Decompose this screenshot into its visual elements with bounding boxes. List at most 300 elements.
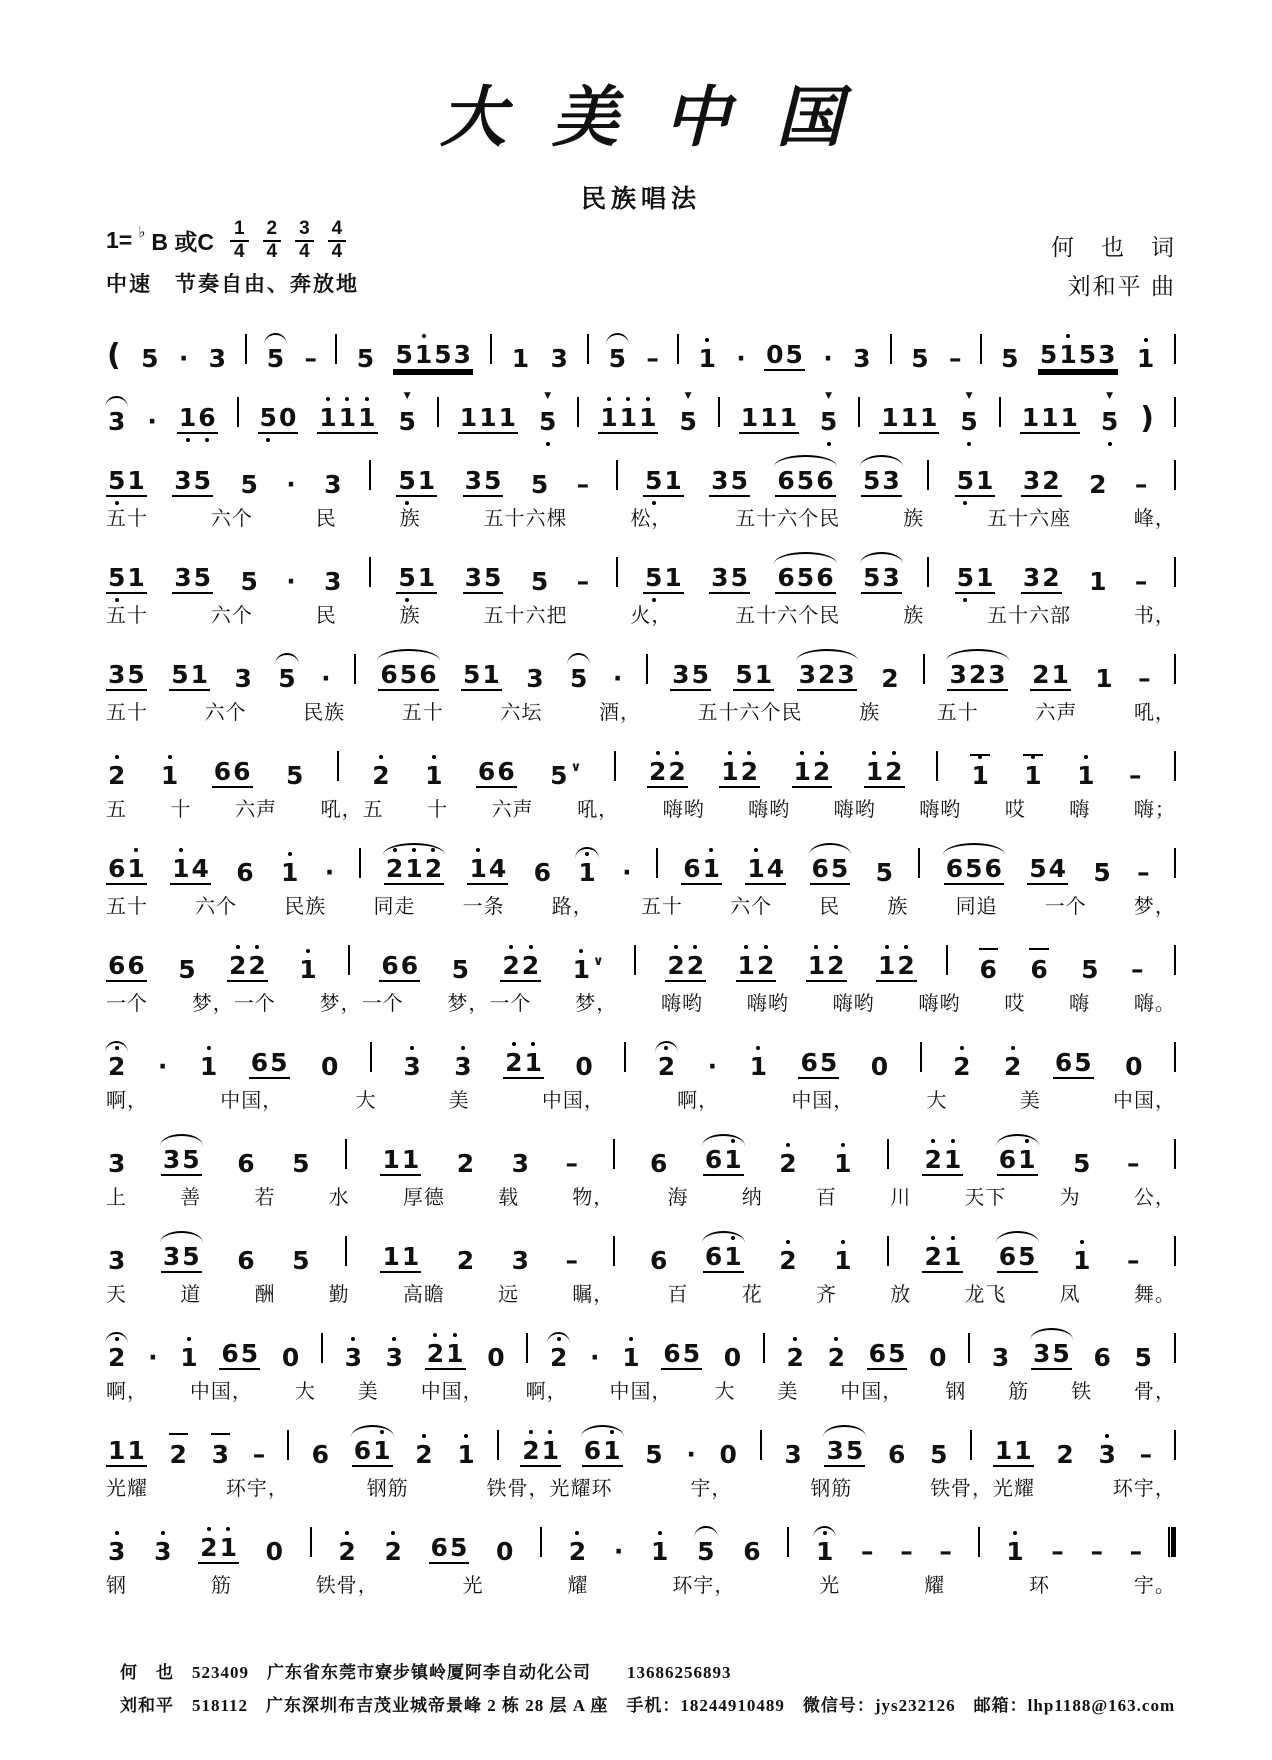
note-token bbox=[722, 1342, 743, 1372]
octave-dot-above bbox=[431, 848, 435, 852]
barline bbox=[760, 1430, 762, 1460]
octave-dot-above bbox=[345, 1531, 349, 1535]
octave-dot-above bbox=[1084, 755, 1088, 759]
note-digit: 5 bbox=[266, 343, 285, 373]
note-digit: 5 bbox=[785, 339, 803, 369]
lyric-unit: 大 bbox=[294, 1380, 316, 1403]
note-token bbox=[736, 950, 777, 982]
note-token bbox=[343, 1342, 364, 1372]
note-token bbox=[355, 343, 376, 373]
note-token bbox=[1004, 1536, 1025, 1566]
octave-dot-above bbox=[1144, 338, 1148, 342]
lyric-unit: 嗨哟 bbox=[919, 798, 962, 821]
octave-dot-above bbox=[841, 1143, 845, 1147]
composer-credit: 刘和平 曲 bbox=[1067, 272, 1176, 299]
note-token bbox=[297, 954, 318, 984]
lyric-unit: 载 bbox=[498, 1186, 520, 1209]
lyric-unit: 族 bbox=[903, 604, 925, 627]
dash-hold: – bbox=[576, 469, 590, 499]
note-digit: 5 bbox=[1018, 1241, 1036, 1271]
octave-dot-below bbox=[405, 598, 409, 602]
lyric-unit: 民 bbox=[819, 895, 841, 918]
barline bbox=[335, 334, 337, 364]
note-token bbox=[106, 406, 127, 436]
lyric-unit: 公， bbox=[1133, 1186, 1176, 1209]
lyric-unit: 嗨哟 bbox=[746, 992, 789, 1015]
note-token bbox=[524, 663, 545, 693]
note-digit: 1 bbox=[1072, 1248, 1091, 1273]
lyric-unit: 嗨 bbox=[1069, 992, 1091, 1015]
note-token bbox=[573, 1051, 594, 1081]
note-digit: 5 bbox=[911, 343, 929, 373]
barline bbox=[526, 1333, 528, 1363]
note-digit: 1 bbox=[357, 405, 376, 430]
note-token bbox=[458, 402, 518, 434]
note-digit: 1 bbox=[865, 759, 884, 784]
augmentation-dot: · bbox=[157, 1051, 168, 1081]
augmentation-dot: · bbox=[148, 1342, 158, 1372]
note-digit: 6 bbox=[979, 954, 997, 984]
lyric-unit: 十 bbox=[427, 798, 449, 821]
lyrics-row bbox=[106, 1181, 1176, 1210]
note-digit: 6 bbox=[250, 1047, 269, 1077]
note-digit: 2 bbox=[456, 1148, 475, 1178]
note-token bbox=[1071, 1245, 1092, 1275]
octave-dot-above bbox=[1031, 755, 1035, 759]
lyric-unit: 六声 bbox=[1035, 701, 1078, 724]
note-digit: 3 bbox=[837, 659, 855, 689]
note-token bbox=[775, 562, 835, 594]
note-digit: 0 bbox=[496, 1536, 514, 1566]
note-token bbox=[703, 1144, 744, 1176]
note-digit: 3 bbox=[108, 1148, 126, 1178]
note-digit: 6 bbox=[998, 1241, 1017, 1271]
lyric-unit: 中国， bbox=[609, 1380, 673, 1403]
note-token bbox=[379, 950, 420, 982]
lyric-unit: 嗨哟 bbox=[748, 798, 791, 821]
note-digit: 4 bbox=[488, 853, 507, 883]
note-digit: 2 bbox=[896, 953, 915, 978]
octave-dot-above bbox=[1105, 1434, 1109, 1438]
note-token bbox=[739, 402, 799, 434]
note-token bbox=[874, 857, 895, 887]
note-digit: 5 bbox=[965, 853, 983, 883]
dash-hold: – bbox=[1134, 566, 1148, 596]
note-digit: 6 bbox=[984, 853, 1002, 883]
score-line-4 bbox=[106, 538, 1176, 628]
note-token bbox=[861, 562, 902, 594]
note-digit: 1 bbox=[417, 465, 436, 495]
note-digit: 3 bbox=[550, 343, 568, 373]
note-digit: 1 bbox=[1021, 402, 1040, 432]
lyric-unit: 五十六部 bbox=[987, 604, 1071, 627]
note-token bbox=[576, 857, 597, 887]
octave-dot-above bbox=[800, 751, 804, 755]
note-token bbox=[234, 857, 255, 887]
augmentation-dot: · bbox=[147, 406, 157, 436]
note-digit: 6 bbox=[816, 465, 834, 495]
octave-dot-below bbox=[652, 598, 656, 602]
note-token bbox=[106, 1435, 147, 1467]
barline bbox=[337, 751, 339, 781]
note-digit: 3 bbox=[174, 465, 192, 495]
octave-dot-above bbox=[226, 1527, 230, 1531]
lyric-unit: 六声 bbox=[491, 798, 534, 821]
barline bbox=[237, 397, 239, 427]
note-digit: 1 bbox=[833, 1248, 852, 1273]
note-digit: 1 bbox=[318, 405, 337, 430]
note-token bbox=[463, 465, 504, 497]
note-digit: 5 bbox=[171, 659, 189, 689]
note-token bbox=[832, 1148, 853, 1178]
barline bbox=[980, 334, 982, 364]
note-digit: 6 bbox=[800, 1047, 818, 1077]
note-digit: 6 bbox=[583, 1435, 602, 1465]
lyric-unit: 五十六个民 bbox=[697, 701, 803, 724]
barline bbox=[1174, 1236, 1176, 1266]
octave-dot-above bbox=[728, 751, 732, 755]
note-token bbox=[548, 759, 582, 790]
note-token bbox=[370, 760, 391, 790]
note-digit: 2 bbox=[884, 759, 903, 784]
note-token bbox=[1022, 760, 1043, 790]
barline bbox=[1174, 945, 1176, 975]
octave-dot-above bbox=[951, 1139, 955, 1143]
octave-dot-below bbox=[827, 442, 831, 446]
note-digit: 5 bbox=[959, 409, 978, 434]
note-token bbox=[643, 562, 684, 594]
note-token bbox=[382, 1536, 403, 1566]
note-digit: 3 bbox=[711, 465, 729, 495]
note-digit: 2 bbox=[199, 1535, 218, 1560]
note-token bbox=[826, 1342, 847, 1372]
octave-dot-above bbox=[326, 397, 330, 401]
note-token bbox=[810, 853, 851, 885]
note-token bbox=[238, 469, 259, 499]
notes-row bbox=[106, 378, 1176, 434]
lyric-unit: 天下 bbox=[964, 1186, 1007, 1209]
note-digit: 5 bbox=[259, 405, 278, 430]
lyric-unit: 若 bbox=[254, 1186, 276, 1209]
lyric-unit: 齐 bbox=[815, 1283, 837, 1306]
note-token bbox=[978, 954, 999, 984]
note-digit: 5 bbox=[398, 406, 416, 436]
notes-row bbox=[106, 538, 1176, 594]
lyric-unit: 美 bbox=[357, 1380, 379, 1403]
note-digit: 5 bbox=[682, 1338, 701, 1368]
lyric-unit: 中国， bbox=[189, 1380, 253, 1403]
note-token bbox=[782, 1439, 803, 1469]
note-token bbox=[824, 1435, 865, 1467]
lyric-unit: 十 bbox=[170, 798, 192, 821]
note-token bbox=[648, 1245, 669, 1275]
note-digit: 1 bbox=[190, 659, 209, 689]
note-digit: 3 bbox=[988, 659, 1006, 689]
note-token bbox=[879, 663, 900, 693]
lyric-unit: 嗨哟 bbox=[661, 992, 704, 1015]
lyric-unit: 五十 bbox=[640, 895, 683, 918]
barline bbox=[918, 848, 920, 878]
note-token bbox=[832, 1245, 853, 1275]
note-digit: 2 bbox=[414, 1442, 433, 1467]
lyric-unit: 铁 bbox=[1071, 1380, 1093, 1403]
barline bbox=[369, 557, 371, 587]
dash-hold: – bbox=[304, 343, 317, 373]
note-token bbox=[503, 1047, 544, 1079]
note-token bbox=[643, 465, 684, 497]
note-digit: 5 bbox=[292, 1245, 310, 1275]
octave-dot-below bbox=[546, 442, 550, 446]
augmentation-dot: · bbox=[686, 1439, 696, 1469]
lyric-unit: 筋 bbox=[210, 1574, 232, 1597]
lyric-unit: 五十六棵 bbox=[483, 507, 568, 530]
note-digit: 1 bbox=[737, 953, 756, 978]
note-token bbox=[161, 1241, 202, 1273]
lyric-unit: 五十 bbox=[106, 701, 148, 724]
note-digit: 2 bbox=[923, 1244, 942, 1269]
note-digit: 1 bbox=[511, 343, 530, 373]
note-token bbox=[1028, 954, 1049, 984]
octave-dot-above bbox=[476, 848, 480, 852]
lyric-unit: 耀 bbox=[567, 1574, 589, 1597]
note-digit: 6 bbox=[108, 853, 126, 883]
note-digit: 1 bbox=[127, 562, 145, 592]
note-token bbox=[520, 1435, 561, 1467]
note-token bbox=[396, 465, 437, 497]
note-token bbox=[1093, 663, 1114, 693]
octave-dot-above bbox=[626, 397, 630, 401]
note-digit: 5 bbox=[1039, 339, 1058, 369]
barline bbox=[345, 1236, 347, 1266]
note-token bbox=[380, 1241, 421, 1273]
octave-dot-above bbox=[664, 1046, 668, 1050]
note-digit: 1 bbox=[171, 856, 190, 881]
note-digit: 1 bbox=[219, 1535, 238, 1560]
lyric-unit: 厚德 bbox=[402, 1186, 445, 1209]
note-digit: 1 bbox=[479, 402, 497, 432]
note-digit: 0 bbox=[929, 1342, 947, 1372]
barline bbox=[310, 1527, 312, 1557]
note-digit: 1 bbox=[498, 402, 516, 432]
note-digit: 2 bbox=[228, 953, 247, 978]
octave-dot-above bbox=[207, 1046, 211, 1050]
dash-hold: – bbox=[252, 1439, 266, 1469]
note-digit: 5 bbox=[1134, 1342, 1152, 1372]
note-digit: 2 bbox=[385, 856, 404, 881]
note-digit: 3 bbox=[324, 566, 342, 596]
note-token bbox=[172, 562, 213, 594]
notes-row bbox=[106, 1411, 1176, 1467]
dash-hold: – bbox=[576, 566, 590, 596]
lyric-unit: 远 bbox=[498, 1283, 520, 1306]
notes-row bbox=[106, 1217, 1176, 1273]
note-digit: 5 bbox=[127, 659, 145, 689]
barline bbox=[920, 1042, 922, 1072]
note-digit: 3 bbox=[798, 659, 816, 689]
octave-dot-above bbox=[422, 334, 426, 338]
note-digit: 1 bbox=[1023, 763, 1042, 788]
note-token bbox=[455, 1245, 476, 1275]
note-digit: 2 bbox=[657, 1054, 676, 1079]
note-token bbox=[284, 760, 305, 790]
barline bbox=[1174, 751, 1176, 781]
lyric-unit: 五十六个民 bbox=[735, 604, 841, 627]
note-token bbox=[476, 756, 517, 788]
phrase-paren: ( bbox=[107, 337, 121, 373]
note-token bbox=[106, 562, 147, 594]
note-digit: 0 bbox=[487, 1342, 505, 1372]
note-token bbox=[106, 1342, 127, 1372]
breath-mark: ∨ bbox=[570, 759, 582, 775]
note-digit: 6 bbox=[777, 465, 795, 495]
note-token bbox=[775, 465, 835, 497]
octave-dot-above bbox=[885, 945, 889, 949]
note-digit: 5 bbox=[484, 465, 502, 495]
notes-row bbox=[106, 441, 1176, 497]
dash-hold: – bbox=[1134, 469, 1148, 499]
note-digit: 1 bbox=[650, 1539, 669, 1564]
octave-dot-above bbox=[709, 848, 713, 852]
lyric-unit: 瞩， bbox=[572, 1283, 615, 1306]
contact-line-2: 刘和平 518112 广东深圳布吉茂业城帝景峰 2 栋 28 层 A 座 手机：18244910489 微信号：jys232126 邮箱：lhp1188@163.com bbox=[120, 1695, 1176, 1715]
note-digit: 5 bbox=[449, 1532, 468, 1562]
note-digit: 1 bbox=[179, 1345, 198, 1370]
note-token bbox=[814, 1536, 835, 1566]
octave-dot-above bbox=[464, 1434, 468, 1438]
note-token bbox=[249, 1047, 290, 1079]
lyric-unit: 川 bbox=[890, 1186, 912, 1209]
note-token bbox=[529, 566, 550, 596]
lyric-unit: 啊， bbox=[106, 1089, 148, 1112]
dash-hold: – bbox=[1129, 1536, 1143, 1566]
lyric-unit: 哎 bbox=[1004, 992, 1026, 1015]
augmentation-dot: · bbox=[286, 566, 296, 596]
octave-dot-above bbox=[509, 945, 513, 949]
barline bbox=[923, 654, 925, 684]
note-token bbox=[168, 1439, 189, 1469]
note-token bbox=[170, 853, 211, 885]
note-token bbox=[777, 1245, 798, 1275]
note-digit: 1 bbox=[456, 1442, 475, 1467]
note-digit: 2 bbox=[1042, 465, 1060, 495]
note-token bbox=[106, 1051, 127, 1081]
tempo-marking: 中速 节奏自由、奔放地 bbox=[106, 272, 359, 296]
note-digit: 0 bbox=[1125, 1051, 1143, 1081]
note-token bbox=[818, 406, 839, 436]
note-token bbox=[681, 853, 722, 885]
note-token bbox=[1053, 1047, 1094, 1079]
note-digit: 5 bbox=[730, 465, 748, 495]
note-digit: 3 bbox=[711, 562, 729, 592]
note-token bbox=[567, 1536, 588, 1566]
note-token bbox=[997, 1241, 1038, 1273]
note-digit: 1 bbox=[541, 1438, 560, 1463]
octave-dot-above bbox=[207, 1527, 211, 1531]
note-token bbox=[806, 950, 847, 982]
notes-row bbox=[106, 926, 1176, 982]
note-token bbox=[425, 1338, 466, 1370]
note-token bbox=[384, 1342, 405, 1372]
note-token bbox=[396, 562, 437, 594]
note-token bbox=[265, 343, 286, 373]
note-token bbox=[733, 659, 774, 691]
note-digit: 6 bbox=[663, 1338, 681, 1368]
lyric-unit: 吼，五 bbox=[320, 798, 384, 821]
octave-dot-above bbox=[410, 1046, 414, 1050]
note-token bbox=[429, 1532, 470, 1564]
lyric-unit: 大 bbox=[714, 1380, 736, 1403]
note-token bbox=[455, 1439, 476, 1469]
note-token bbox=[607, 343, 628, 373]
lyric-unit: 嗨哟 bbox=[832, 992, 875, 1015]
note-token bbox=[1021, 465, 1062, 497]
augmentation-dot: · bbox=[178, 343, 189, 373]
lyrics-row bbox=[106, 502, 1176, 531]
note-token bbox=[227, 950, 268, 982]
score-line-7 bbox=[106, 829, 1176, 919]
octave-dot-above bbox=[1025, 1139, 1029, 1143]
note-digit: 5 bbox=[644, 468, 663, 493]
octave-dot-above bbox=[978, 755, 982, 759]
note-token bbox=[876, 950, 917, 982]
dash-hold: – bbox=[1138, 663, 1151, 693]
note-digit: 6 bbox=[811, 853, 829, 883]
note-digit: 1 bbox=[1017, 1147, 1036, 1172]
song-subtitle: 民族唱法 bbox=[580, 185, 701, 213]
octave-dot-above bbox=[834, 1337, 838, 1341]
note-digit: 1 bbox=[1076, 763, 1095, 788]
note-digit: 0 bbox=[321, 1051, 339, 1081]
augmentation-dot: · bbox=[613, 1536, 624, 1566]
note-digit: 1 bbox=[108, 1435, 126, 1465]
note-digit: 5 bbox=[356, 343, 375, 373]
note-token bbox=[697, 343, 718, 373]
lyric-unit: 中国， bbox=[840, 1380, 904, 1403]
note-token bbox=[1087, 469, 1108, 499]
note-digit: 6 bbox=[236, 857, 254, 887]
note-digit: 2 bbox=[107, 1345, 126, 1370]
octave-dot-below bbox=[963, 501, 967, 505]
note-digit: 5 bbox=[1074, 1047, 1092, 1077]
octave-dot-below bbox=[266, 438, 270, 442]
note-digit: 5 bbox=[395, 339, 413, 369]
note-digit: 6 bbox=[213, 756, 232, 786]
lyric-unit: 酬 bbox=[254, 1283, 276, 1306]
time-signatures bbox=[230, 219, 346, 262]
note-token bbox=[709, 465, 750, 497]
lyric-unit: 中国， bbox=[420, 1380, 484, 1403]
note-digit: 0 bbox=[870, 1051, 889, 1081]
note-token bbox=[764, 339, 805, 371]
score-line-12 bbox=[106, 1314, 1176, 1404]
octave-dot-above bbox=[931, 1139, 935, 1143]
octave-dot-above bbox=[548, 1430, 552, 1434]
note-digit: 3 bbox=[882, 562, 900, 592]
note-digit: 1 bbox=[1060, 402, 1078, 432]
lyric-unit: 嗨 bbox=[1069, 798, 1091, 821]
octave-dot-above bbox=[168, 755, 172, 759]
note-digit: 2 bbox=[1056, 1439, 1074, 1469]
note-digit: 6 bbox=[650, 1148, 668, 1178]
note-digit: 1 bbox=[746, 856, 765, 881]
note-token bbox=[450, 954, 471, 984]
lyrics-row bbox=[106, 1084, 1176, 1113]
lyric-unit: 环宇， bbox=[672, 1574, 736, 1597]
note-digit: 2 bbox=[107, 1054, 126, 1079]
note-token bbox=[106, 465, 147, 497]
note-digit: 1 bbox=[1041, 402, 1059, 432]
note-token bbox=[993, 1435, 1034, 1467]
